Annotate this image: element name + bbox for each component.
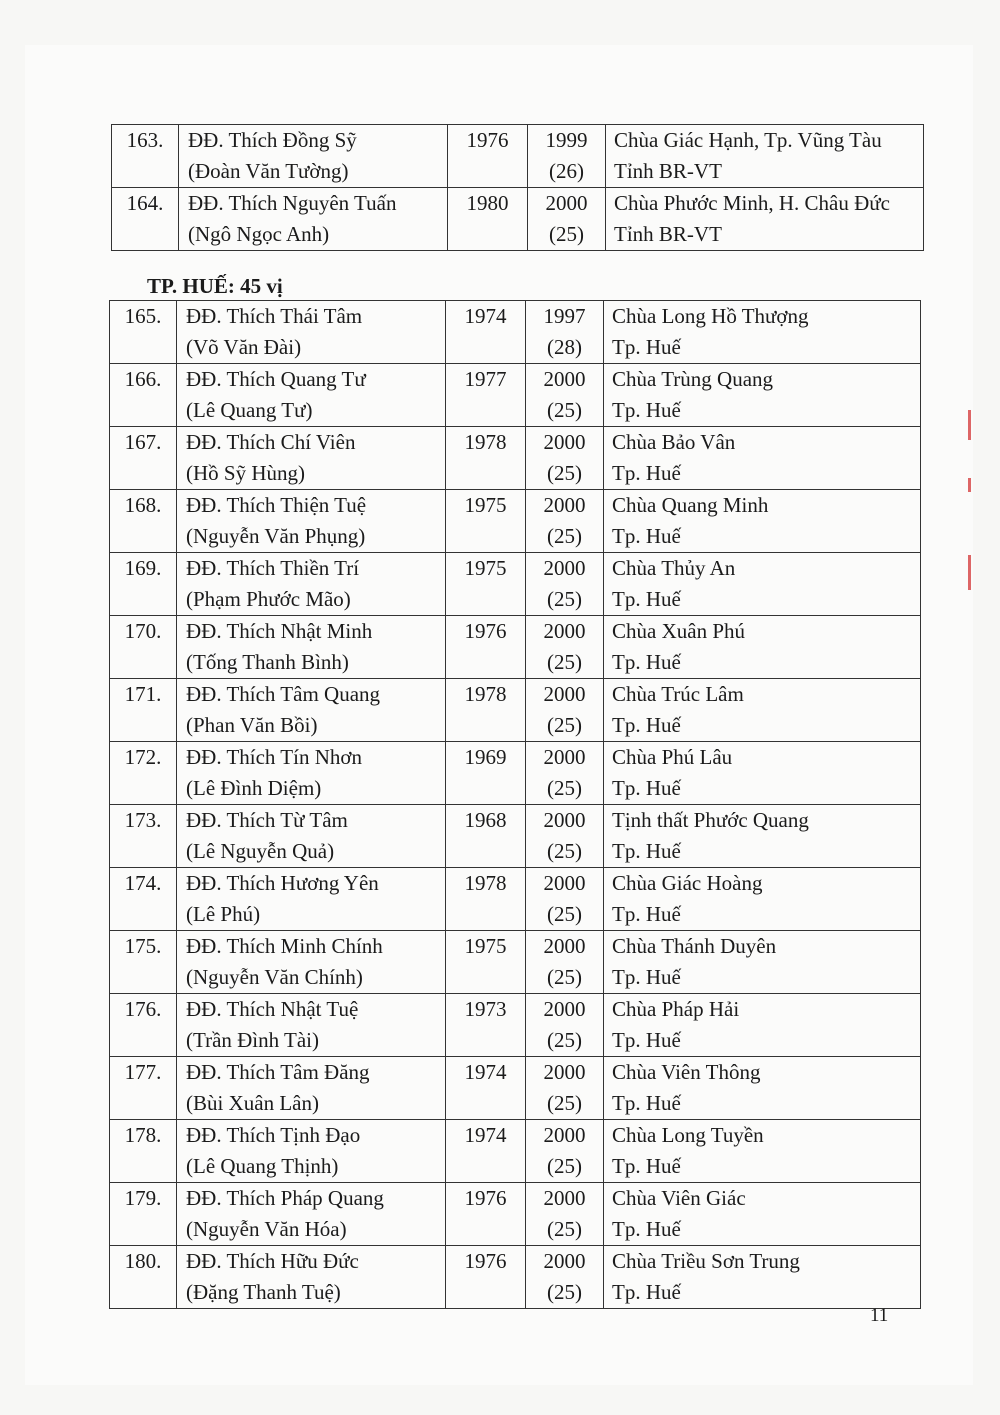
temple: Chùa Long Hồ Thượng	[612, 304, 809, 328]
age: (25)	[547, 587, 582, 611]
temple: Chùa Thánh Duyên	[612, 934, 777, 958]
place-cell	[604, 1246, 921, 1309]
age: (26)	[549, 159, 584, 183]
row-number: 178.	[110, 1120, 177, 1183]
temple: Chùa Trùng Quang	[612, 367, 774, 391]
name-cell	[177, 805, 446, 868]
temple: Chùa Giác Hoàng	[612, 871, 763, 895]
table-row	[110, 1057, 921, 1120]
table-row	[110, 427, 921, 490]
age: (25)	[547, 1217, 582, 1241]
age: (25)	[547, 839, 582, 863]
ordination-cell	[526, 805, 604, 868]
ordination-year: 2000	[543, 682, 586, 706]
temple: Chùa Viên Giác	[612, 1186, 746, 1210]
lay-name: (Bùi Xuân Lân)	[186, 1091, 319, 1115]
ordination-year: 1999	[545, 128, 588, 152]
age: (25)	[547, 461, 582, 485]
monks-table-hue	[109, 300, 921, 1309]
dharma-name: ĐĐ. Thích Nhật Tuệ	[186, 997, 359, 1021]
ordination-cell	[528, 188, 606, 251]
temple: Chùa Phú Lâu	[612, 745, 733, 769]
province: Tp. Huế	[612, 1154, 681, 1178]
birth-year: 1976	[446, 1183, 526, 1246]
age: (25)	[547, 965, 582, 989]
place-cell	[604, 490, 921, 553]
name-cell	[177, 679, 446, 742]
age: (28)	[547, 335, 582, 359]
birth-year: 1974	[446, 1120, 526, 1183]
ordination-cell	[526, 1246, 604, 1309]
birth-year: 1978	[446, 427, 526, 490]
name-cell	[177, 742, 446, 805]
ordination-cell	[526, 553, 604, 616]
ordination-year: 2000	[543, 745, 586, 769]
age: (25)	[547, 1280, 582, 1304]
ordination-cell	[526, 742, 604, 805]
table-row	[110, 1246, 921, 1309]
lay-name: (Ngô Ngọc Anh)	[188, 222, 330, 246]
name-cell	[179, 188, 448, 251]
lay-name: (Nguyễn Văn Chính)	[186, 965, 363, 989]
province: Tp. Huế	[612, 1280, 681, 1304]
birth-year: 1975	[446, 553, 526, 616]
province: Tp. Huế	[612, 650, 681, 674]
age: (25)	[547, 1154, 582, 1178]
table-row	[110, 805, 921, 868]
place-cell	[604, 1183, 921, 1246]
ordination-cell	[526, 427, 604, 490]
province: Tp. Huế	[612, 1217, 681, 1241]
province: Tp. Huế	[612, 839, 681, 863]
lay-name: (Lê Đình Diệm)	[186, 776, 322, 800]
birth-year: 1978	[446, 868, 526, 931]
name-cell	[177, 616, 446, 679]
ordination-cell	[526, 364, 604, 427]
name-cell	[177, 1183, 446, 1246]
row-number: 175.	[110, 931, 177, 994]
name-cell	[177, 427, 446, 490]
age: (25)	[547, 1091, 582, 1115]
birth-year: 1977	[446, 364, 526, 427]
dharma-name: ĐĐ. Thích Thái Tâm	[186, 304, 363, 328]
birth-year: 1978	[446, 679, 526, 742]
ordination-year: 2000	[543, 619, 586, 643]
birth-year: 1974	[446, 301, 526, 364]
province: Tp. Huế	[612, 461, 681, 485]
ordination-cell	[526, 1120, 604, 1183]
ordination-cell	[526, 301, 604, 364]
row-number: 174.	[110, 868, 177, 931]
dharma-name: ĐĐ. Thích Hữu Đức	[186, 1249, 359, 1273]
province: Tp. Huế	[612, 335, 681, 359]
age: (25)	[547, 776, 582, 800]
place-cell	[604, 805, 921, 868]
table-row	[110, 301, 921, 364]
ordination-cell	[526, 868, 604, 931]
table-row	[110, 553, 921, 616]
row-number: 165.	[110, 301, 177, 364]
table-row	[110, 931, 921, 994]
ordination-year: 2000	[543, 934, 586, 958]
row-number: 180.	[110, 1246, 177, 1309]
place-cell	[604, 868, 921, 931]
ordination-year: 2000	[543, 997, 586, 1021]
table-row	[110, 1183, 921, 1246]
temple: Tịnh thất Phước Quang	[612, 808, 809, 832]
table-row	[110, 994, 921, 1057]
row-number: 168.	[110, 490, 177, 553]
lay-name: (Võ Văn Đài)	[186, 335, 302, 359]
table-row	[112, 125, 924, 188]
birth-year: 1976	[446, 1246, 526, 1309]
lay-name: (Trần Đình Tài)	[186, 1028, 319, 1052]
name-cell	[177, 1120, 446, 1183]
table-row	[112, 188, 924, 251]
temple: Chùa Triều Sơn Trung	[612, 1249, 800, 1273]
page-number: 11	[870, 1305, 889, 1326]
province: Tp. Huế	[612, 713, 681, 737]
table-row	[110, 868, 921, 931]
monks-table-brvt	[111, 124, 924, 251]
dharma-name: ĐĐ. Thích Thiện Tuệ	[186, 493, 367, 517]
age: (25)	[547, 902, 582, 926]
place-cell	[604, 679, 921, 742]
lay-name: (Lê Phú)	[186, 902, 261, 926]
lay-name: (Đặng Thanh Tuệ)	[186, 1280, 341, 1304]
age: (25)	[547, 524, 582, 548]
temple: Chùa Viên Thông	[612, 1060, 761, 1084]
dharma-name: ĐĐ. Thích Tín Nhơn	[186, 745, 362, 769]
name-cell	[177, 931, 446, 994]
place-cell	[604, 1120, 921, 1183]
ordination-year: 2000	[543, 808, 586, 832]
province: Tỉnh BR-VT	[614, 222, 722, 246]
row-number: 170.	[110, 616, 177, 679]
ordination-year: 2000	[545, 191, 588, 215]
table-row	[110, 364, 921, 427]
dharma-name: ĐĐ. Thích Hương Yên	[186, 871, 379, 895]
birth-year: 1973	[446, 994, 526, 1057]
table-row	[110, 679, 921, 742]
ordination-year: 1997	[543, 304, 586, 328]
name-cell	[177, 301, 446, 364]
ordination-cell	[526, 490, 604, 553]
dharma-name: ĐĐ. Thích Thiền Trí	[186, 556, 360, 580]
dharma-name: ĐĐ. Thích Quang Tư	[186, 367, 366, 391]
ordination-cell	[526, 616, 604, 679]
temple: Chùa Long Tuyền	[612, 1123, 764, 1147]
age: (25)	[547, 713, 582, 737]
place-cell	[606, 188, 924, 251]
row-number: 164.	[112, 188, 179, 251]
dharma-name: ĐĐ. Thích Từ Tâm	[186, 808, 348, 832]
row-number: 179.	[110, 1183, 177, 1246]
place-cell	[604, 742, 921, 805]
ordination-cell	[528, 125, 606, 188]
name-cell	[179, 125, 448, 188]
row-number: 163.	[112, 125, 179, 188]
section-heading-hue: TP. HUẾ: 45 vị	[147, 274, 283, 298]
margin-stamp-mark	[968, 555, 971, 590]
place-cell	[604, 1057, 921, 1120]
ordination-year: 2000	[543, 1249, 586, 1273]
province: Tp. Huế	[612, 776, 681, 800]
row-number: 169.	[110, 553, 177, 616]
temple: Chùa Bảo Vân	[612, 430, 736, 454]
ordination-year: 2000	[543, 367, 586, 391]
lay-name: (Đoàn Văn Tường)	[188, 159, 349, 183]
table-row	[110, 1120, 921, 1183]
birth-year: 1976	[446, 616, 526, 679]
dharma-name: ĐĐ. Thích Tâm Đăng	[186, 1060, 370, 1084]
place-cell	[604, 931, 921, 994]
province: Tp. Huế	[612, 1028, 681, 1052]
province: Tp. Huế	[612, 902, 681, 926]
ordination-year: 2000	[543, 493, 586, 517]
ordination-year: 2000	[543, 871, 586, 895]
name-cell	[177, 1057, 446, 1120]
dharma-name: ĐĐ. Thích Tâm Quang	[186, 682, 381, 706]
row-number: 172.	[110, 742, 177, 805]
province: Tỉnh BR-VT	[614, 159, 722, 183]
birth-year: 1975	[446, 931, 526, 994]
birth-year: 1980	[448, 188, 528, 251]
name-cell	[177, 553, 446, 616]
table-row	[110, 742, 921, 805]
ordination-cell	[526, 1057, 604, 1120]
place-cell	[604, 364, 921, 427]
temple: Chùa Trúc Lâm	[612, 682, 744, 706]
province: Tp. Huế	[612, 524, 681, 548]
place-cell	[604, 427, 921, 490]
ordination-year: 2000	[543, 556, 586, 580]
ordination-year: 2000	[543, 1060, 586, 1084]
birth-year: 1975	[446, 490, 526, 553]
dharma-name: ĐĐ. Thích Đồng Sỹ	[188, 128, 357, 152]
lay-name: (Lê Nguyễn Quả)	[186, 839, 335, 863]
dharma-name: ĐĐ. Thích Chí Viên	[186, 430, 356, 454]
lay-name: (Lê Quang Tư)	[186, 398, 313, 422]
age: (25)	[549, 222, 584, 246]
age: (25)	[547, 398, 582, 422]
birth-year: 1968	[446, 805, 526, 868]
dharma-name: ĐĐ. Thích Pháp Quang	[186, 1186, 384, 1210]
ordination-cell	[526, 679, 604, 742]
margin-stamp-mark	[968, 478, 971, 492]
lay-name: (Phan Văn Bồi)	[186, 713, 318, 737]
lay-name: (Hồ Sỹ Hùng)	[186, 461, 305, 485]
birth-year: 1974	[446, 1057, 526, 1120]
dharma-name: ĐĐ. Thích Minh Chính	[186, 934, 383, 958]
temple: Chùa Thủy An	[612, 556, 736, 580]
name-cell	[177, 868, 446, 931]
lay-name: (Phạm Phước Mão)	[186, 587, 351, 611]
dharma-name: ĐĐ. Thích Nhật Minh	[186, 619, 373, 643]
table-row	[110, 616, 921, 679]
province: Tp. Huế	[612, 965, 681, 989]
name-cell	[177, 490, 446, 553]
name-cell	[177, 364, 446, 427]
place-cell	[604, 553, 921, 616]
temple: Chùa Quang Minh	[612, 493, 769, 517]
ordination-cell	[526, 994, 604, 1057]
temple: Chùa Phước Minh, H. Châu Đức	[614, 191, 890, 215]
temple: Chùa Xuân Phú	[612, 619, 745, 643]
row-number: 177.	[110, 1057, 177, 1120]
lay-name: (Nguyễn Văn Hóa)	[186, 1217, 347, 1241]
ordination-year: 2000	[543, 1123, 586, 1147]
margin-stamp-mark	[968, 410, 971, 440]
place-cell	[606, 125, 924, 188]
temple: Chùa Pháp Hải	[612, 997, 740, 1021]
province: Tp. Huế	[612, 587, 681, 611]
birth-year: 1969	[446, 742, 526, 805]
temple: Chùa Giác Hạnh, Tp. Vũng Tàu	[614, 128, 882, 152]
row-number: 173.	[110, 805, 177, 868]
dharma-name: ĐĐ. Thích Tịnh Đạo	[186, 1123, 361, 1147]
age: (25)	[547, 650, 582, 674]
row-number: 167.	[110, 427, 177, 490]
row-number: 171.	[110, 679, 177, 742]
lay-name: (Nguyễn Văn Phụng)	[186, 524, 366, 548]
dharma-name: ĐĐ. Thích Nguyên Tuấn	[188, 191, 397, 215]
name-cell	[177, 994, 446, 1057]
age: (25)	[547, 1028, 582, 1052]
lay-name: (Tống Thanh Bình)	[186, 650, 349, 674]
row-number: 176.	[110, 994, 177, 1057]
province: Tp. Huế	[612, 398, 681, 422]
birth-year: 1976	[448, 125, 528, 188]
lay-name: (Lê Quang Thịnh)	[186, 1154, 339, 1178]
place-cell	[604, 616, 921, 679]
table-row	[110, 490, 921, 553]
ordination-year: 2000	[543, 1186, 586, 1210]
ordination-cell	[526, 1183, 604, 1246]
ordination-cell	[526, 931, 604, 994]
row-number: 166.	[110, 364, 177, 427]
ordination-year: 2000	[543, 430, 586, 454]
name-cell	[177, 1246, 446, 1309]
place-cell	[604, 994, 921, 1057]
province: Tp. Huế	[612, 1091, 681, 1115]
place-cell	[604, 301, 921, 364]
